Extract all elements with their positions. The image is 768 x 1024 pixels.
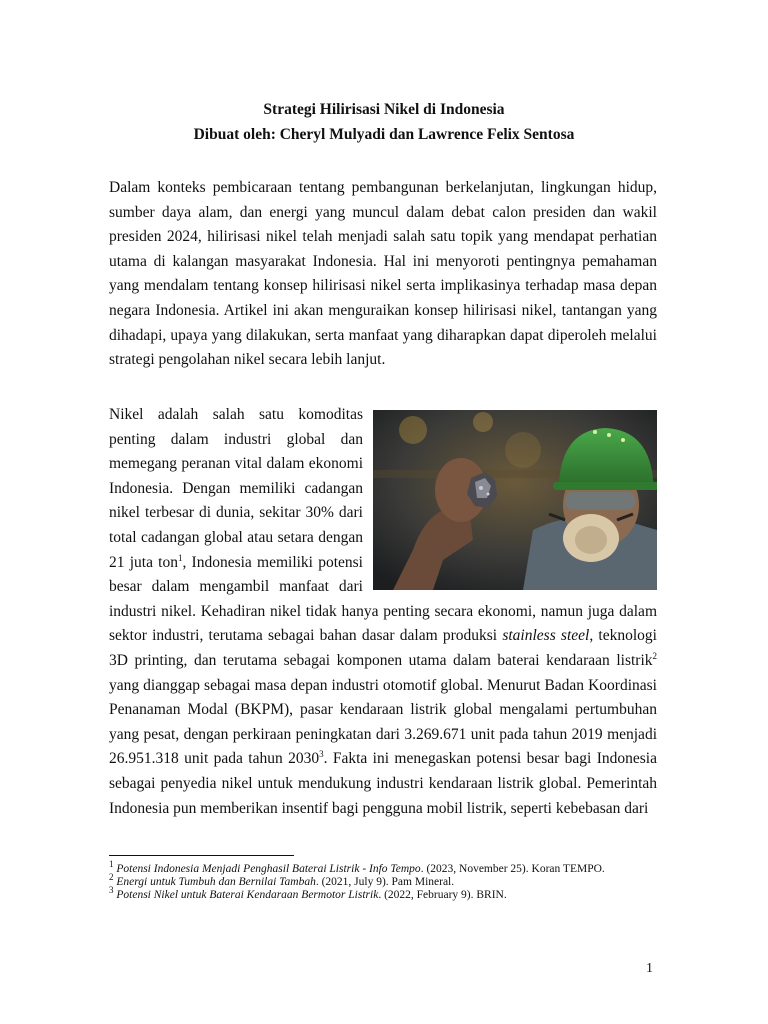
footnote-source: . (2022, February 9). BRIN. [378,889,507,901]
footnote-item [109,885,619,902]
body-text-segment: . Fakta ini menegaskan potensi besar bagi Indonesia sebagai penyedia nikel untuk mendukung industri kendaraan listrik global. Pemerintah Indonesia pun memberikan insentif bagi pengguna mobil listrik, seperti kebebasan dari [109,750,657,817]
body-text-segment: yang dianggap sebagai masa depan industri otomotif global. Menurut Badan Koordinasi Penanaman Modal (BKPM), pasar kendaraan listrik global mengalami pertumbuhan yang pesat, dengan perkiraan peningkatan dari 3.269.671 unit pada tahun 2019 menjadi 26.951.318 unit pada tahun 2030 [109,676,657,768]
intro-paragraph: Dalam konteks pembicaraan tentang pembangunan berkelanjutan, lingkungan hidup, sumber daya alam, dan energi yang muncul dalam debat calon presiden dan wakil presiden 2024, hilirisasi nikel telah menjadi salah satu topik yang mendapat perhatian utama di kalangan masyarakat Indonesia. Hal ini menyoroti pentingnya pemahaman yang mendalam tentang konsep hilirisasi nikel serta implikasinya terhadap masa depan negara Indonesia. Artikel ini akan menguraikan konsep hilirisasi nikel, tantangan yang dihadapi, upaya yang dilakukan, serta manfaat yang diharapkan dapat diperoleh melalui strategi pengolahan nikel secara lebih lanjut. [109,179,657,369]
footnote-title: Potensi Nikel untuk Baterai Kendaraan Bermotor Listrik [116,889,379,901]
body-text-segment: Nikel adalah salah satu komoditas penting dalam industri global dan memegang peranan vital dalam ekonomi Indonesia. Dengan memiliki cadangan nikel terbesar di dunia, sekitar 30% dari total cadangan global atau setara dengan 21 juta ton [109,406,363,571]
footnote-title: Energi untuk Tumbuh dan Bernilai Tambah [116,876,316,888]
footnote-number: 1 [109,859,114,870]
footnote-title: Potensi Indonesia Menjadi Penghasil Baterai Listrik - Info Tempo [116,863,421,875]
footnote-item [109,872,619,889]
footnote-number: 2 [109,872,114,883]
document-title: Strategi Hilirisasi Nikel di Indonesia [263,101,505,118]
body-text-segment: , teknologi 3D printing, dan terutama sebagai komponen utama dalam baterai kendaraan listrik [109,627,657,669]
italic-term: stainless steel [502,627,590,645]
body-paragraph [109,403,657,821]
footnote-ref-2[interactable]: 2 [652,650,657,661]
footnote-source: . (2021, July 9). Pam Mineral. [315,876,455,888]
footnote-ref-3[interactable]: 3 [319,749,324,760]
document-authors: Dibuat oleh: Cheryl Mulyadi dan Lawrence Felix Sentosa [193,126,575,143]
page-number: 1 [646,961,653,976]
body-text-segment: , Indonesia memiliki potensi besar dalam mengambil manfaat dari industri nikel. Kehadiran nikel tidak hanya penting secara ekonomi, namun juga dalam sektor industri, terutama sebagai bahan dasar dalam produksi [109,553,657,645]
footnote-source: . (2023, November 25). Koran TEMPO. [420,863,605,875]
footnote-ref-1[interactable]: 1 [177,552,183,563]
footnote-item [109,859,619,876]
footnote-number: 3 [109,885,114,896]
footnotes-list [109,859,619,902]
footnote-divider [109,855,294,856]
nickel-worker-photo [373,410,657,590]
